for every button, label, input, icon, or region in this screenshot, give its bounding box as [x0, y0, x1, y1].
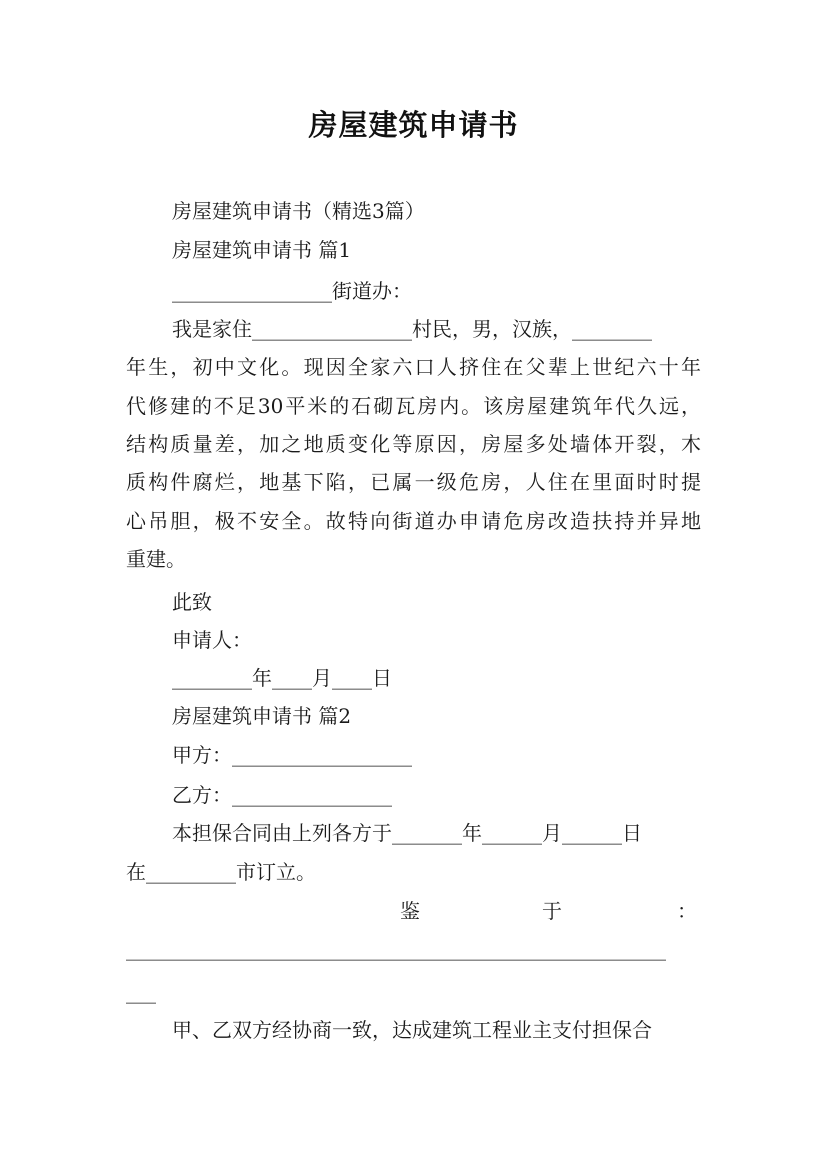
closing-line: 此致 — [172, 590, 212, 614]
jianyu-char: 鉴 — [400, 899, 420, 923]
body-line: 质构件腐烂，地基下陷，已属一级危房，人住在里面时时提 — [126, 470, 701, 494]
party-b-line: 乙方：________________ — [172, 783, 392, 807]
body-line: 代修建的不足30平米的石砌瓦房内。该房屋建筑年代久远， — [126, 394, 701, 418]
section-heading-2: 房屋建筑申请书 篇2 — [172, 704, 352, 728]
party-a-line: 甲方：__________________ — [172, 743, 412, 767]
jianyu-char: 于 — [542, 899, 562, 923]
blank-rule-short: ___ — [126, 980, 156, 1004]
addressee-line: ________________街道办： — [172, 279, 412, 303]
jianyu-char: ： — [677, 899, 697, 923]
body-line: 本担保合同由上列各方于_______年______月______日 — [172, 821, 642, 845]
blank-rule-long: ______________________________________________________ — [126, 937, 666, 961]
body-line: 我是家住________________村民，男，汉族，________ — [172, 317, 652, 341]
applicant-line: 申请人： — [172, 628, 252, 652]
subtitle-line: 房屋建筑申请书（精选3篇） — [172, 199, 425, 223]
body-line: 年生，初中文化。现因全家六口人挤住在父辈上世纪六十年 — [126, 355, 701, 379]
section-heading-1: 房屋建筑申请书 篇1 — [172, 238, 352, 262]
body-line: 结构质量差，加之地质变化等原因，房屋多处墙体开裂，木 — [126, 432, 701, 456]
body-line: 心吊胆，极不安全。故特向街道办申请危房改造扶持并异地 — [126, 509, 701, 533]
body-line: 在_________市订立。 — [126, 860, 316, 884]
body-line: 甲、乙双方经协商一致，达成建筑工程业主支付担保合 — [172, 1018, 652, 1042]
body-line: 重建。 — [126, 547, 186, 571]
date-line: ________年____月____日 — [172, 666, 392, 690]
page-title: 房屋建筑申请书 — [308, 108, 519, 142]
